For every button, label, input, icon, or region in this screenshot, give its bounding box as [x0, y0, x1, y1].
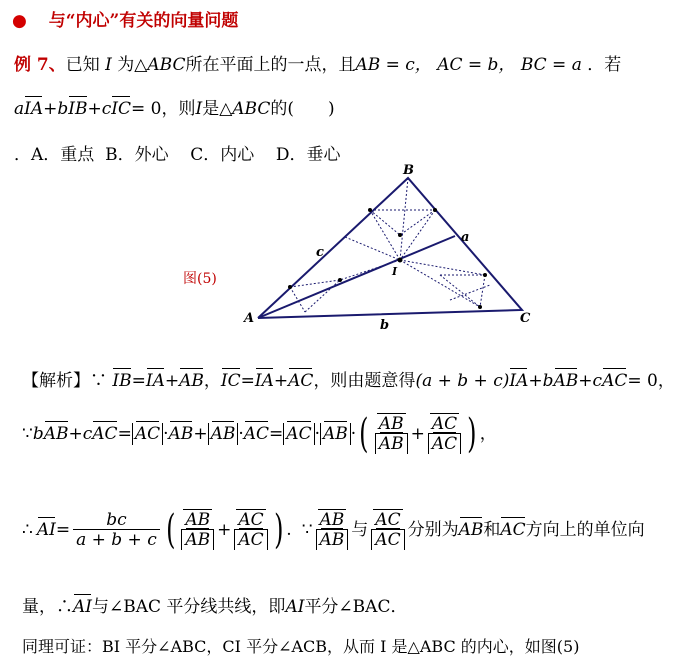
- solution-line-4: [22, 596, 407, 618]
- vector-AI: AI: [36, 520, 56, 540]
- condition-ab: AB = c，: [355, 55, 432, 75]
- problem-text: ．若: [587, 55, 622, 75]
- vector-AC: AC: [235, 511, 266, 529]
- triangle-outline: [258, 178, 522, 318]
- plus-sign: +: [43, 99, 58, 119]
- vector-AB: AB: [553, 371, 579, 391]
- point-I: I: [105, 55, 112, 75]
- plus-sign: +: [217, 520, 232, 540]
- equals-sign: =: [131, 371, 146, 391]
- norm-AC: [283, 423, 314, 445]
- vector-AB: AB: [458, 520, 484, 540]
- equals-zero: = 0，: [131, 99, 179, 119]
- solution-text: ，则由题意得: [313, 371, 416, 391]
- frac-denominator: a + b + c: [76, 529, 157, 550]
- triangle-ABC: △ABC: [219, 99, 271, 119]
- problem-text: 是: [202, 99, 220, 119]
- vector-AI: AI: [73, 597, 92, 617]
- period: .: [286, 520, 292, 540]
- condition-ac: AC = b，: [437, 55, 516, 75]
- norm-AB: [208, 423, 239, 445]
- vector-IB: IB: [68, 99, 88, 119]
- comma: ，: [479, 424, 497, 444]
- solution-text: 分别为: [407, 520, 459, 540]
- vector-AB: AB: [179, 371, 204, 391]
- equals-sign: =: [117, 424, 132, 444]
- problem-text: 为: [117, 55, 135, 75]
- side-a: a: [461, 230, 470, 245]
- triangle-figure: [240, 160, 540, 335]
- vertex-B: B: [403, 163, 414, 178]
- vector-AC: AC: [500, 520, 526, 540]
- coef-c: c: [82, 424, 93, 444]
- solution-line-2: ∵ b AB + c AC = AC · AB + AB · AC = AC · AB · ( $\frac{AB}{AB}$ + $\frac{AC}{AC}$ ) ，: [22, 411, 497, 457]
- therefore-symbol: ∴: [22, 520, 33, 540]
- plus-sign: +: [68, 424, 83, 444]
- section-heading: [12, 6, 238, 31]
- vector-AC: AC: [238, 529, 264, 550]
- plus-sign: +: [410, 424, 425, 444]
- solution-text: 与∠BAC 平分线共线，即: [92, 597, 286, 617]
- solution-label: 【解析】: [22, 371, 90, 391]
- plus-sign: +: [87, 99, 102, 119]
- coef-b: b: [32, 424, 44, 444]
- dot: ·: [163, 424, 169, 444]
- unit-vector-AC: [371, 511, 404, 550]
- because-symbol: ∵: [301, 520, 313, 540]
- side-b: b: [380, 318, 390, 333]
- vector-IC: IC: [220, 371, 241, 391]
- vector-IB: IB: [112, 371, 132, 391]
- problem-text: 已知: [65, 55, 100, 75]
- therefore-symbol: ∴: [56, 597, 73, 617]
- solution-line-3: ∴ AI = $\frac{bc}{a + b + c}$ ( $\frac{AB}{AB}$ + $\frac{AC}{AC}$ ) . ∵ $\frac{AB}{AB}$ 与 $\frac{AC}{AC}$ 分别为 AB 和 AC 方向上的单位向: [22, 507, 645, 553]
- equals-sign: =: [269, 424, 284, 444]
- vector-AB: AB: [323, 424, 348, 444]
- bullet-icon: ●: [12, 11, 27, 31]
- coef-b: b: [542, 371, 554, 391]
- vector-AC: AC: [431, 433, 458, 454]
- because-symbol: ∵: [90, 371, 107, 391]
- frac-numerator: bc: [106, 509, 127, 530]
- plus-sign: +: [273, 371, 289, 391]
- angle-bisector-AI: [258, 236, 455, 318]
- solution-line-5-partial: 同理可证：BI 平分∠ABC，CI 平分∠ACB，从而 I 是△ABC 的内心，如图(5): [22, 637, 580, 656]
- vector-AC: AC: [134, 424, 161, 444]
- vector-AC: AC: [286, 424, 312, 444]
- dot: ·: [314, 424, 320, 444]
- problem-line-1: [14, 54, 621, 76]
- unit-vector-AB: [375, 415, 408, 454]
- norm-AB: [320, 423, 351, 445]
- problem-text: 所在平面上的一点，且: [185, 55, 356, 75]
- unit-vector-AB: [181, 511, 214, 550]
- dot: ·: [350, 424, 357, 444]
- figure-label: 图(5): [183, 271, 217, 287]
- solution-text: 量，: [22, 597, 56, 617]
- coefficient-fraction: [73, 511, 160, 550]
- solution-text: 方向上的单位向: [525, 520, 645, 540]
- sum-abc: (a + b + c): [415, 371, 510, 391]
- vector-AB: AB: [185, 529, 211, 550]
- vector-AB: AB: [210, 424, 236, 444]
- equals-sign: =: [55, 520, 71, 540]
- solution-line-1: [22, 370, 675, 392]
- coef-b: b: [57, 99, 69, 119]
- heading-title: 与“内心”有关的向量问题: [48, 11, 239, 31]
- point-I-label: I: [392, 265, 398, 278]
- triangle-ABC: △ABC: [134, 55, 186, 75]
- solution-text: 和: [483, 520, 501, 540]
- equals-sign: =: [240, 371, 255, 391]
- unit-vector-AB: [316, 511, 349, 550]
- vector-IA: IA: [254, 371, 274, 391]
- vector-AC: AC: [288, 371, 314, 391]
- conjunction: 与: [351, 520, 369, 540]
- options-line: ．A．重点 B．外心 C．内心 D．垂心: [14, 145, 341, 165]
- coef-c: c: [101, 99, 112, 119]
- unit-vector-AC: [428, 415, 461, 454]
- vector-AC: AC: [375, 529, 401, 550]
- vector-IA: IA: [145, 371, 165, 391]
- point-I: I: [195, 99, 203, 119]
- comma: ，: [203, 371, 221, 391]
- plus-sign: +: [193, 424, 208, 444]
- because-symbol: ∵: [22, 424, 33, 444]
- vector-IA: IA: [509, 371, 529, 391]
- coef-a: a: [14, 99, 25, 119]
- norm-AC: [132, 423, 163, 445]
- vector-AB: AB: [43, 424, 69, 444]
- equals-zero: = 0，: [627, 371, 675, 391]
- side-c: c: [316, 245, 324, 260]
- vector-AC: AC: [602, 371, 628, 391]
- vector-AB: AB: [182, 511, 213, 529]
- vertex-C: C: [520, 311, 531, 326]
- plus-sign: +: [578, 371, 593, 391]
- coef-c: c: [592, 371, 603, 391]
- segment-AI: AI: [285, 597, 305, 617]
- vector-IC: IC: [111, 99, 132, 119]
- vertex-A: A: [244, 311, 255, 326]
- vector-IA: IA: [24, 99, 44, 119]
- plus-sign: +: [528, 371, 543, 391]
- vector-AB: AB: [319, 529, 345, 550]
- dot: ·: [238, 424, 244, 444]
- problem-text: 则: [178, 99, 196, 119]
- problem-line-2: [14, 98, 335, 120]
- plus-sign: +: [164, 371, 180, 391]
- vector-AB: AB: [376, 415, 407, 433]
- vector-AC: AC: [429, 415, 460, 433]
- vector-AC: AC: [243, 424, 270, 444]
- condition-bc: BC = a: [520, 55, 582, 75]
- unit-vector-AC: [234, 511, 267, 550]
- example-label: 例 7、: [14, 55, 66, 75]
- vector-AC: AC: [92, 424, 118, 444]
- solution-text: 平分∠BAC．: [304, 597, 408, 617]
- answer-blank: 的( ): [270, 99, 335, 119]
- vector-AB: AB: [168, 424, 194, 444]
- vector-AB: AB: [378, 433, 404, 454]
- vector-AB: AB: [317, 511, 348, 529]
- vector-AC: AC: [372, 511, 403, 529]
